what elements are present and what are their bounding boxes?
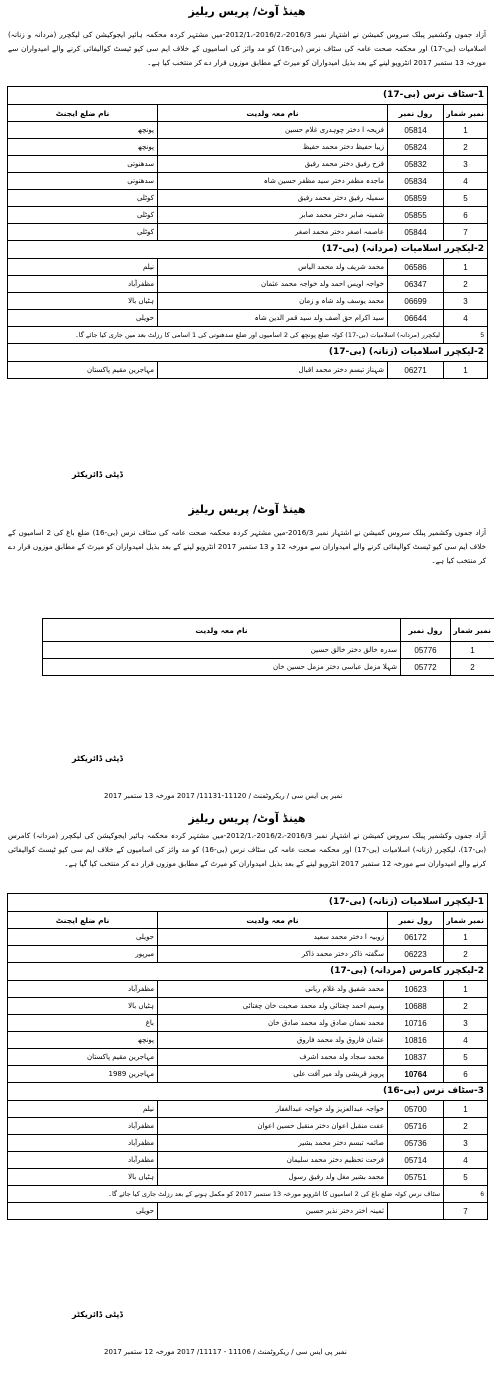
col-roll: رول نمبر bbox=[388, 912, 444, 929]
row-district: سدھنوتی bbox=[8, 173, 158, 190]
row-name: سید اکرام حق آصف ولد سید قمر الدین شاہ bbox=[158, 310, 388, 327]
row-district: باغ bbox=[8, 1015, 158, 1032]
table-row bbox=[8, 310, 488, 327]
row-name: خواجہ اویس احمد ولد خواجہ محمد عثمان bbox=[158, 276, 388, 293]
row-serial: 6 bbox=[444, 1066, 488, 1083]
reference-3: نمبر پی ایس سی / ریکروٹمنٹ / 11106 - 11117/ 2017 مورخہ 12 ستمبر 2017 bbox=[104, 1348, 347, 1356]
table-row bbox=[8, 293, 488, 310]
paragraph-2: آزاد جموں وکشمیر پبلک سروس کمیشن نے اشتہار نمبر 2016/3-میں مشتہر کردہ محکمہ صحت عامہ کی سٹاف نرس (بی-16) ضلع باغ کی 2 اسامیوں کے خلاف ایم سی کیو ٹیسٹ کوالیفائی کرنے والے امیدواران سے مورخہ 12 و 13 ستمبر 2017 انٹرویو لینے کے بعد بذیل امیدواران کو میرٹ کے مطابق موزوں قرار دے کر منتخب کیا ہے۔ bbox=[8, 528, 486, 565]
row-district: مظفرآباد bbox=[8, 276, 158, 293]
row-roll: 05736 bbox=[388, 1135, 444, 1152]
row-name: زیبا حفیظ دختر محمد حفیظ bbox=[158, 139, 388, 156]
row-name: عثمان فاروق ولد محمد فاروق bbox=[158, 1032, 388, 1049]
row-roll: 06644 bbox=[388, 310, 444, 327]
row-district: پونچھ bbox=[8, 1032, 158, 1049]
row-serial: 1 bbox=[444, 929, 488, 946]
table-row bbox=[43, 642, 494, 659]
row-roll: 06586 bbox=[388, 259, 444, 276]
heading-3: ھینڈ آوٹ/ پریس ریلیز bbox=[188, 812, 306, 825]
table-row bbox=[8, 139, 488, 156]
row-district: ہٹیاں بالا bbox=[8, 293, 158, 310]
group-title: 2-لیکچرر کامرس (مردانہ) (بی-17) bbox=[8, 963, 488, 981]
row-name: فرح رفیق دختر محمد رفیق bbox=[158, 156, 388, 173]
row-roll: 10837 bbox=[388, 1049, 444, 1066]
row-district: مہاجرین مقیم پاکستان bbox=[8, 1049, 158, 1066]
row-serial: 3 bbox=[444, 1015, 488, 1032]
row-name: شمینہ صابر دختر محمد صابر bbox=[158, 207, 388, 224]
row-name: سگفتہ ذاکر دختر محمد ذاکر bbox=[158, 946, 388, 963]
col-name: نام معہ ولدیت bbox=[158, 912, 388, 929]
table-row bbox=[8, 1152, 488, 1169]
group-title: 3-سٹاف نرس (بی-16) bbox=[8, 1083, 488, 1101]
row-roll: 05844 bbox=[388, 224, 444, 241]
col-serial: نمبر شمار bbox=[451, 619, 494, 642]
row-district: حویلی bbox=[8, 310, 158, 327]
row-name: محمد یوسف ولد شاہ و زمان bbox=[158, 293, 388, 310]
row-district: پونچھ bbox=[8, 139, 158, 156]
table-row bbox=[8, 929, 488, 946]
row-district: مظفرآباد bbox=[8, 1135, 158, 1152]
row-serial: 1 bbox=[444, 259, 488, 276]
col-district: نام ضلع ایجنٹ bbox=[8, 912, 158, 929]
col-name: نام معہ ولدیت bbox=[43, 619, 401, 642]
row-serial: 1 bbox=[451, 642, 494, 659]
results-table-3 bbox=[7, 893, 488, 1220]
row-roll: 10816 bbox=[388, 1032, 444, 1049]
row-district: مظفرآباد bbox=[8, 981, 158, 998]
row-name: صائمہ تبسم دختر محمد بشیر bbox=[158, 1135, 388, 1152]
table-row bbox=[8, 1015, 488, 1032]
note-text: لیکچرر (مردانہ) اسلامیات (بی-17) کوٹہ ضلع پونچھ کی 2 اسامیوں اور ضلع سدھنوتی کی 1 اسامی کا رزلٹ بعد میں جاری کیا جائے گا۔ bbox=[8, 327, 444, 344]
row-roll: 05832 bbox=[388, 156, 444, 173]
row-district: مہاجرین مقیم پاکستان bbox=[8, 362, 158, 379]
row-roll: 10764 bbox=[388, 1066, 444, 1083]
table-row bbox=[8, 946, 488, 963]
row-district: نیلم bbox=[8, 1101, 158, 1118]
row-name: ثمینہ اختر دختر نذیر حسین bbox=[158, 1203, 388, 1220]
row-name: پرویز قریشی ولد میر آفت علی bbox=[158, 1066, 388, 1083]
row-district: میرپور bbox=[8, 946, 158, 963]
table-row bbox=[8, 1169, 488, 1186]
row-name: خواجہ عبدالعزیز ولد خواجہ عبدالغفار bbox=[158, 1101, 388, 1118]
table-row bbox=[8, 1101, 488, 1118]
row-roll: 05714 bbox=[388, 1152, 444, 1169]
group-title: 2-لیکچرر اسلامیات (زنانہ) (بی-17) bbox=[8, 344, 488, 362]
row-roll: 05751 bbox=[388, 1169, 444, 1186]
paragraph-1: آزاد جموں وکشمیر پبلک سروس کمیشن نے اشتہار نمبر 2016/3-،2016/2-،2012/1-میں مشتہر کردہ محکمہ ہائیر ایجوکیشن کی لیکچرر (مردانہ و زنانہ) اسلامیات (بی-17) اور محکمہ صحت عامہ کی سٹاف نرس (بی-16) کو مد وائز کی اسامیوں کے خلاف ایم سی کیو ٹیسٹ کوالیفائی کرنے والے امیدواران سے مورخہ 13 ستمبر 2017 انٹرویو لینے کے بعد بذیل امیدواران کو میرٹ کے مطابق موزوں قرار دے کر منتخب کیا ہے۔ bbox=[8, 30, 486, 67]
row-name: زوبیہ ا دختر محمد سعید bbox=[158, 929, 388, 946]
table-row bbox=[43, 659, 494, 676]
row-district: مہاجرین 1989 bbox=[8, 1066, 158, 1083]
heading-1: ھینڈ آوٹ/ پریس ریلیز bbox=[188, 5, 306, 18]
row-name: محمد شفیق ولد غلام ربانی bbox=[158, 981, 388, 998]
row-serial: 2 bbox=[444, 998, 488, 1015]
row-name: محمد نعمان صادق ولد محمد صادق خان bbox=[158, 1015, 388, 1032]
table-row bbox=[8, 156, 488, 173]
table-row bbox=[8, 981, 488, 998]
row-roll: 05700 bbox=[388, 1101, 444, 1118]
signature-2: ڈپٹی ڈائریکٹر bbox=[72, 754, 123, 763]
row-serial: 2 bbox=[444, 946, 488, 963]
row-district: سدھنوتی bbox=[8, 156, 158, 173]
table-row bbox=[8, 1049, 488, 1066]
reference-2: نمبر پی ایس سی / ریکروٹمنٹ / 11120-11131/ 2017 مورخہ 13 ستمبر 2017 bbox=[104, 792, 343, 800]
row-roll: 05859 bbox=[388, 190, 444, 207]
row-name: عاصمہ اصغر دختر محمد اصغر bbox=[158, 224, 388, 241]
col-roll: رول نمبر bbox=[388, 105, 444, 122]
row-serial: 5 bbox=[444, 190, 488, 207]
row-name: فرحت تحظیم دختر محمد سلیمان bbox=[158, 1152, 388, 1169]
group-title: 1-لیکچرر اسلامیات (زنانہ) (بی-17) bbox=[8, 894, 488, 912]
row-serial: 7 bbox=[444, 224, 488, 241]
row-serial: 3 bbox=[444, 1135, 488, 1152]
row-name: محمد شریف ولد محمد الیاس bbox=[158, 259, 388, 276]
row-roll: 06223 bbox=[388, 946, 444, 963]
table-row bbox=[8, 259, 488, 276]
signature-3: ڈپٹی ڈائریکٹر bbox=[72, 1310, 123, 1319]
row-roll: 06271 bbox=[388, 362, 444, 379]
table-row bbox=[8, 190, 488, 207]
col-district: نام ضلع ایجنٹ bbox=[8, 105, 158, 122]
row-roll bbox=[388, 1203, 444, 1220]
row-name: محمد سجاد ولد محمد اشرف bbox=[158, 1049, 388, 1066]
row-district: پونچھ bbox=[8, 122, 158, 139]
row-district: ہٹیاں بالا bbox=[8, 998, 158, 1015]
row-name: ماجدہ مظفر دختر سید مظفر حسین شاہ bbox=[158, 173, 388, 190]
row-serial: 2 bbox=[451, 659, 494, 676]
row-district: ہٹیاں بالا bbox=[8, 1169, 158, 1186]
row-district: حویلی bbox=[8, 929, 158, 946]
row-name: سدرہ خالق دختر خالق حسین bbox=[43, 642, 401, 659]
table-row bbox=[8, 122, 488, 139]
table-row bbox=[8, 998, 488, 1015]
table-row bbox=[8, 362, 488, 379]
row-name: فریحہ ا دختر چوہدری غلام حسین bbox=[158, 122, 388, 139]
row-district: نیلم bbox=[8, 259, 158, 276]
row-serial: 3 bbox=[444, 293, 488, 310]
row-district: کوٹلی bbox=[8, 207, 158, 224]
row-roll: 05814 bbox=[388, 122, 444, 139]
row-name: عفت منقبل اعوان دختر منقبل حسین اعوان bbox=[158, 1118, 388, 1135]
note-serial: 5 bbox=[444, 327, 488, 344]
press-release-1 bbox=[0, 0, 494, 479]
row-serial: 1 bbox=[444, 122, 488, 139]
col-name: نام معہ ولدیت bbox=[158, 105, 388, 122]
row-serial: 4 bbox=[444, 1152, 488, 1169]
row-district: مظفرآباد bbox=[8, 1152, 158, 1169]
row-roll: 05834 bbox=[388, 173, 444, 190]
row-serial: 4 bbox=[444, 310, 488, 327]
row-roll: 05772 bbox=[401, 659, 451, 676]
row-name: شہلا مزمل عباسی دختر مزمل حسین خان bbox=[43, 659, 401, 676]
row-serial: 1 bbox=[444, 981, 488, 998]
row-district: کوٹلی bbox=[8, 190, 158, 207]
press-release-2 bbox=[0, 498, 494, 800]
row-serial: 7 bbox=[444, 1203, 488, 1220]
row-serial: 1 bbox=[444, 1101, 488, 1118]
row-roll: 05776 bbox=[401, 642, 451, 659]
table-row bbox=[8, 1118, 488, 1135]
row-serial: 2 bbox=[444, 139, 488, 156]
row-district: حویلی bbox=[8, 1203, 158, 1220]
row-serial: 3 bbox=[444, 156, 488, 173]
row-serial: 6 bbox=[444, 207, 488, 224]
press-release-3 bbox=[0, 810, 494, 1356]
col-roll: رول نمبر bbox=[401, 619, 451, 642]
note-serial: 6 bbox=[444, 1186, 488, 1203]
group-title: 1-سٹاف نرس (بی-17) bbox=[8, 87, 488, 105]
row-name: شہناز تبسم دختر محمد اقبال bbox=[158, 362, 388, 379]
group-title: 2-لیکچرر اسلامیات (مردانہ) (بی-17) bbox=[8, 241, 488, 259]
table-row bbox=[8, 224, 488, 241]
table-row bbox=[8, 276, 488, 293]
table-row bbox=[8, 1135, 488, 1152]
row-roll: 06347 bbox=[388, 276, 444, 293]
row-name: محمد بشیر مغل ولد رفیق رسول bbox=[158, 1169, 388, 1186]
row-serial: 2 bbox=[444, 1118, 488, 1135]
row-name: وسیم احمد چغتائی ولد محمد صحبت خان چغتائی bbox=[158, 998, 388, 1015]
signature-1: ڈپٹی ڈائریکٹر bbox=[72, 470, 123, 479]
row-roll: 05716 bbox=[388, 1118, 444, 1135]
row-roll: 06172 bbox=[388, 929, 444, 946]
results-table-2 bbox=[42, 618, 494, 676]
note-text: سٹاف نرس کوٹہ ضلع باغ کی 2 اسامیوں کا انٹرویو مورخہ 13 ستمبر 2017 کو مکمل ہونے کے بعد رزلٹ جاری کیا جائے گا۔ bbox=[8, 1186, 444, 1203]
table-row bbox=[8, 207, 488, 224]
results-table-1 bbox=[7, 86, 488, 379]
row-roll: 05855 bbox=[388, 207, 444, 224]
col-serial: نمبر شمار bbox=[444, 912, 488, 929]
row-district: کوٹلی bbox=[8, 224, 158, 241]
row-serial: 4 bbox=[444, 1032, 488, 1049]
row-serial: 4 bbox=[444, 173, 488, 190]
row-serial: 2 bbox=[444, 276, 488, 293]
row-roll: 10716 bbox=[388, 1015, 444, 1032]
row-roll: 10623 bbox=[388, 981, 444, 998]
row-district: مظفرآباد bbox=[8, 1118, 158, 1135]
row-roll: 06699 bbox=[388, 293, 444, 310]
table-row bbox=[8, 1032, 488, 1049]
row-serial: 5 bbox=[444, 1049, 488, 1066]
row-roll: 05824 bbox=[388, 139, 444, 156]
row-serial: 1 bbox=[444, 362, 488, 379]
row-roll: 10688 bbox=[388, 998, 444, 1015]
paragraph-3: آزاد جموں وکشمیر پبلک سروس کمیشن نے اشتہار نمبر 2016/3-،2016/2-،2012/1-میں مشتہر کردہ محکمہ ہائیر ایجوکیشن کی لیکچرر (مردانہ) کامرس (بی-17)، لیکچرر (زنانہ) اسلامیات (بی-17) اور محکمہ صحت عامہ کی سٹاف نرس (بی-16) کو مد وائز کی اسامیوں کے خلاف ایم سی کیو ٹیسٹ کوالیفائی کرنے والے امیدواران سے مورخہ 12 ستمبر 2017 انٹرویو لینے کے بعد بذیل امیدواران کو میرٹ کے مطابق موزوں قرار دے کر منتخب کیا گیا ہے۔ bbox=[8, 831, 486, 868]
row-serial: 5 bbox=[444, 1169, 488, 1186]
table-row bbox=[8, 173, 488, 190]
heading-2: ھینڈ آوٹ/ پریس ریلیز bbox=[188, 503, 306, 516]
col-serial: نمبر شمار bbox=[444, 105, 488, 122]
table-row bbox=[8, 1066, 488, 1083]
row-name: سمیلہ رفیق دختر محمد رفیق bbox=[158, 190, 388, 207]
